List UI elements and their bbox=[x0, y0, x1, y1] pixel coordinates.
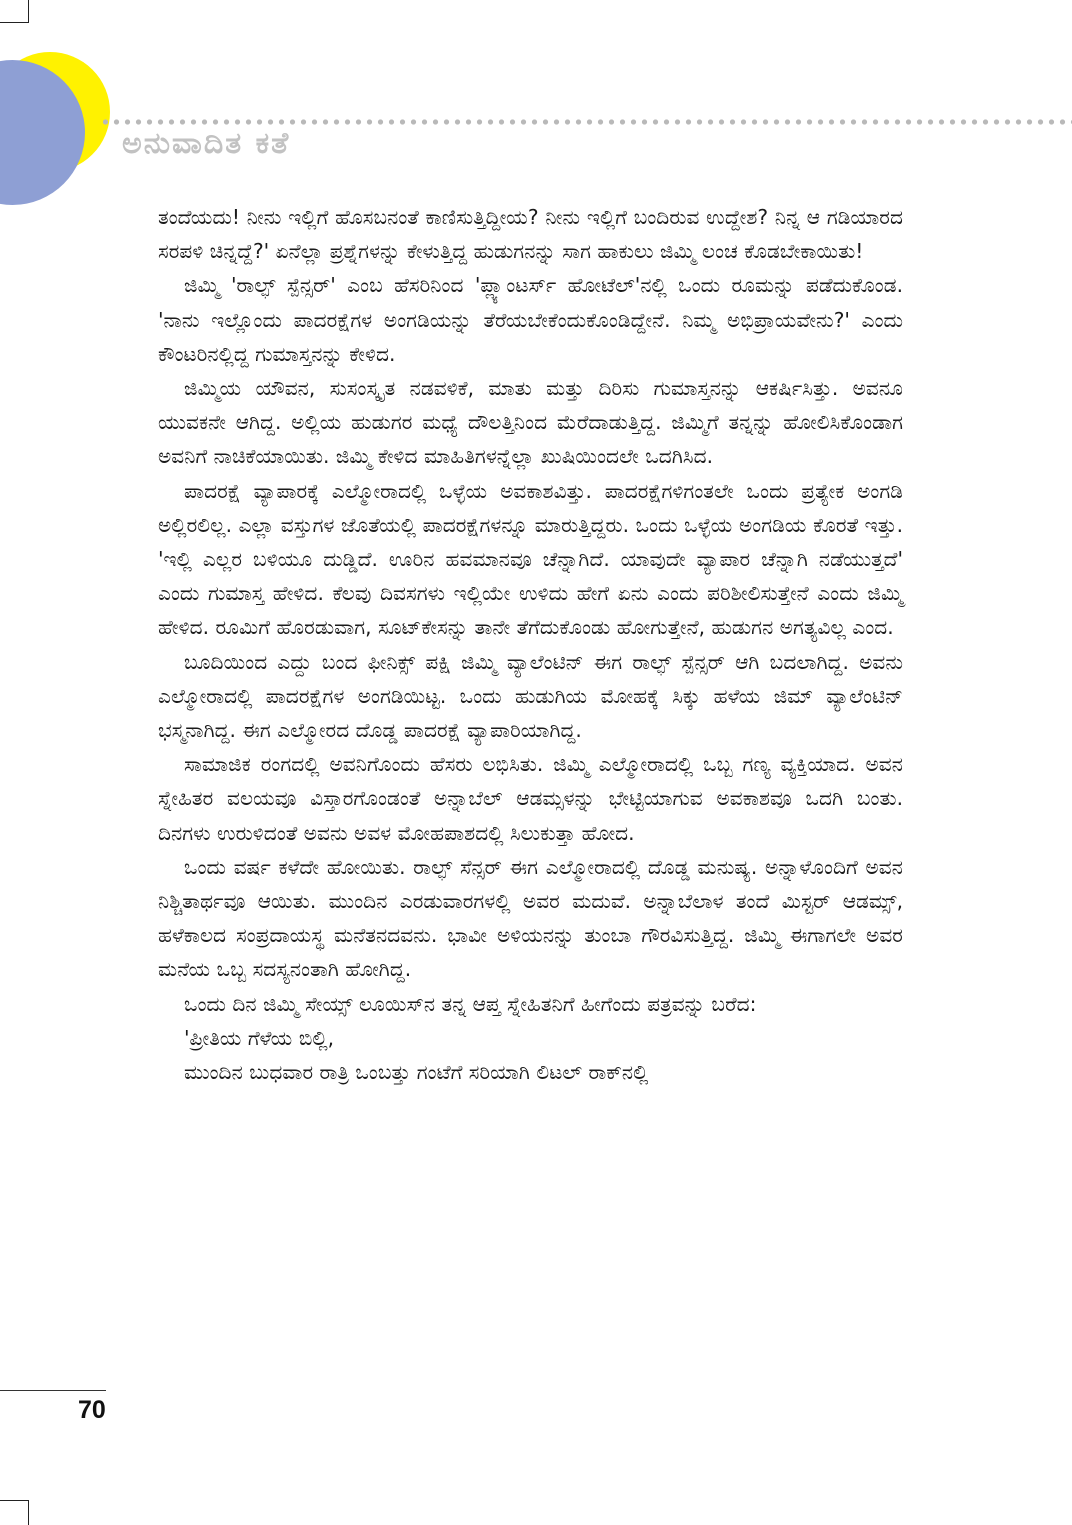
paragraph: ಜಿಮ್ಮಿಯ ಯೌವನ, ಸುಸಂಸ್ಕೃತ ನಡವಳಿಕೆ, ಮಾತು ಮತ್ತು ದಿರಿಸು ಗುಮಾಸ್ತನನ್ನು ಆಕರ್ಷಿಸಿತ್ತು. ಅವನೂ ಯುವಕನೇ ಆಗಿದ್ದ. ಅಲ್ಲಿಯ ಹುಡುಗರ ಮಧ್ಯೆ ದೌಲತ್ತಿನಿಂದ ಮೆರೆದಾಡುತ್ತಿದ್ದ. ಜಿಮ್ಮಿಗೆ ತನ್ನನ್ನು ಹೋಲಿಸಿಕೊಂಡಾಗ ಅವನಿಗೆ ನಾಚಿಕೆಯಾಯಿತು. ಜಿಮ್ಮಿ ಕೇಳಿದ ಮಾಹಿತಿಗಳನ್ನೆಲ್ಲಾ ಖುಷಿಯಿಂದಲೇ ಒದಗಿಸಿದ. bbox=[158, 376, 903, 469]
paragraph: ಒಂದು ದಿನ ಜಿಮ್ಮಿ ಸೇಯ್ಸ್ ಲೂಯಿಸ್‌ನ ತನ್ನ ಆಪ್ತ ಸ್ನೇಹಿತನಿಗೆ ಹೀಗೆಂದು ಪತ್ರವನ್ನು ಬರೆದ: bbox=[184, 991, 757, 1016]
paragraph: ಸಾಮಾಜಿಕ ರಂಗದಲ್ಲಿ ಅವನಿಗೊಂದು ಹೆಸರು ಲಭಿಸಿತು. ಜಿಮ್ಮಿ ಎಲ್ಮೋರಾದಲ್ಲಿ ಒಬ್ಬ ಗಣ್ಯ ವ್ಯಕ್ತಿಯಾದ. ಅವನ ಸ್ನೇಹಿತರ ವಲಯವೂ ವಿಸ್ತಾರಗೊಂಡಂತೆ ಅನ್ನಾಬೆಲ್ ಆಡಮ್ಸಳನ್ನು ಭೇಟ್ಟಿಯಾಗುವ ಅವಕಾಶವೂ ಒದಗಿ ಬಂತು. ದಿನಗಳು ಉರುಳಿದಂತೆ ಅವನು ಅವಳ ಮೋಹಪಾಶದಲ್ಲಿ ಸಿಲುಕುತ್ತಾ ಹೋದ. bbox=[158, 752, 903, 845]
crop-mark-top-vertical bbox=[28, 0, 29, 22]
paragraph: ಜಿಮ್ಮಿ 'ರಾಲ್ಫ್ ಸ್ಪೆನ್ಸರ್' ಎಂಬ ಹೆಸರಿನಿಂದ 'ಪ್ಲ್ಯಾಂಟರ್ಸ್ ಹೋಟೆಲ್'ನಲ್ಲಿ ಒಂದು ರೂಮನ್ನು ಪಡೆದುಕೊಂಡ. 'ನಾನು ಇಲ್ಲೊಂದು ಪಾದರಕ್ಷೆಗಳ ಅಂಗಡಿಯನ್ನು ತೆರೆಯಬೇಕೆಂದುಕೊಂಡಿದ್ದೇನೆ. ನಿಮ್ಮ ಅಭಿಪ್ರಾಯವೇನು?' ಎಂದು ಕೌಂಟರಿನಲ್ಲಿದ್ದ ಗುಮಾಸ್ತನನ್ನು ಕೇಳಿದ. bbox=[158, 273, 903, 366]
crop-mark-bottom-vertical bbox=[28, 1500, 29, 1525]
footer-rule bbox=[0, 1390, 106, 1391]
crop-mark-bottom-horizontal bbox=[0, 1500, 29, 1501]
letter-salutation: 'ಪ್ರೀತಿಯ ಗೆಳೆಯ ಬಿಲ್ಲಿ, bbox=[184, 1025, 335, 1050]
paragraph: ಪಾದರಕ್ಷೆ ವ್ಯಾಪಾರಕ್ಕೆ ಎಲ್ಮೋರಾದಲ್ಲಿ ಒಳ್ಳೆಯ ಅವಕಾಶವಿತ್ತು. ಪಾದರಕ್ಷೆಗಳಿಗಂತಲೇ ಒಂದು ಪ್ರತ್ಯೇಕ ಅಂಗಡಿ ಅಲ್ಲಿರಲಿಲ್ಲ. ಎಲ್ಲಾ ವಸ್ತುಗಳ ಜೊತೆಯಲ್ಲಿ ಪಾದರಕ್ಷೆಗಳನ್ನೂ ಮಾರುತ್ತಿದ್ದರು. ಒಂದು ಒಳ್ಳೆಯ ಅಂಗಡಿಯ ಕೊರತೆ ಇತ್ತು. 'ಇಲ್ಲಿ ಎಲ್ಲರ ಬಳಿಯೂ ದುಡ್ಡಿದೆ. ಊರಿನ ಹವಮಾನವೂ ಚೆನ್ನಾಗಿದೆ. ಯಾವುದೇ ವ್ಯಾಪಾರ ಚೆನ್ನಾಗಿ ನಡೆಯುತ್ತದೆ' ಎಂದು ಗುಮಾಸ್ತ ಹೇಳಿದ. ಕೆಲವು ದಿವಸಗಳು ಇಲ್ಲಿಯೇ ಉಳಿದು ಹೇಗೆ ಏನು ಎಂದು ಪರಿಶೀಲಿಸುತ್ತೇನೆ ಎಂದು ಜಿಮ್ಮಿ ಹೇಳಿದ. ರೂಮಿಗೆ ಹೊರಡುವಾಗ, ಸೂಟ್‌ಕೇಸನ್ನು ತಾನೇ ತೆಗೆದುಕೊಂಡು ಹೋಗುತ್ತೇನೆ, ಹುಡುಗನ ಅಗತ್ಯವಿಲ್ಲ ಎಂದ. bbox=[158, 478, 903, 640]
letter-line: ಮುಂದಿನ ಬುಧವಾರ ರಾತ್ರಿ ಒಂಬತ್ತು ಗಂಟೆಗೆ ಸರಿಯಾಗಿ ಲಿಟಲ್ ರಾಕ್‌ನಲ್ಲಿ bbox=[184, 1060, 649, 1085]
story-body bbox=[158, 200, 903, 1089]
crop-mark-top-horizontal bbox=[0, 22, 29, 23]
paragraph: ಬೂದಿಯಿಂದ ಎದ್ದು ಬಂದ ಫೀನಿಕ್ಸ್ ಪಕ್ಷಿ ಜಿಮ್ಮಿ ವ್ಯಾಲೆಂಟಿನ್ ಈಗ ರಾಲ್ಫ್ ಸ್ಪೆನ್ಸರ್ ಆಗಿ ಬದಲಾಗಿದ್ದ. ಅವನು ಎಲ್ಮೋರಾದಲ್ಲಿ ಪಾದರಕ್ಷೆಗಳ ಅಂಗಡಿಯಿಟ್ಟ. ಒಂದು ಹುಡುಗಿಯ ಮೋಹಕ್ಕೆ ಸಿಕ್ಕು ಹಳೆಯ ಜಿಮ್ ವ್ಯಾಲೆಂಟಿನ್ ಭಸ್ಮನಾಗಿದ್ದ. ಈಗ ಎಲ್ಮೋರದ ದೊಡ್ಡ ಪಾದರಕ್ಷೆ ವ್ಯಾಪಾರಿಯಾಗಿದ್ದ. bbox=[158, 649, 903, 743]
paragraph: ಒಂದು ವರ್ಷ ಕಳೆದೇ ಹೋಯಿತು. ರಾಲ್ಫ್ ಸೆನ್ಸರ್ ಈಗ ಎಲ್ಮೋರಾದಲ್ಲಿ ದೊಡ್ಡ ಮನುಷ್ಯ. ಅನ್ನಾಳೊಂದಿಗೆ ಅವನ ನಿಶ್ಚಿತಾರ್ಥವೂ ಆಯಿತು. ಮುಂದಿನ ಎರಡುವಾರಗಳಲ್ಲಿ ಅವರ ಮದುವೆ. ಅನ್ನಾಬೆಲಾಳ ತಂದೆ ಮಿಸ್ಟರ್ ಆಡಮ್ಸ್, ಹಳೆಕಾಲದ ಸಂಪ್ರದಾಯಸ್ಥ ಮನೆತನದವನು. ಭಾವೀ ಅಳಿಯನನ್ನು ತುಂಬಾ ಗೌರವಿಸುತ್ತಿದ್ದ. ಜಿಮ್ಮಿ ಈಗಾಗಲೇ ಅವರ ಮನೆಯ ಒಬ್ಬ ಸದಸ್ಯನಂತಾಗಿ ಹೋಗಿದ್ದ. bbox=[158, 854, 903, 982]
section-title: ಅನುವಾದಿತ ಕತೆ bbox=[122, 126, 291, 161]
page-number: 70 bbox=[78, 1396, 106, 1424]
paragraph: ತಂದೆಯದು! ನೀನು ಇಲ್ಲಿಗೆ ಹೊಸಬನಂತೆ ಕಾಣಿಸುತ್ತಿದ್ದೀಯ? ನೀನು ಇಲ್ಲಿಗೆ ಬಂದಿರುವ ಉದ್ದೇಶ? ನಿನ್ನ ಆ ಗಡಿಯಾರದ ಸರಪಳಿ ಚಿನ್ನದ್ದೆ?' ಏನೆಲ್ಲಾ ಪ್ರಶ್ನೆಗಳನ್ನು ಕೇಳುತ್ತಿದ್ದ ಹುಡುಗನನ್ನು ಸಾಗ ಹಾಕುಲು ಜಿಮ್ಮಿ ಲಂಚ ಕೊಡಬೇಕಾಯಿತು! bbox=[158, 205, 903, 264]
